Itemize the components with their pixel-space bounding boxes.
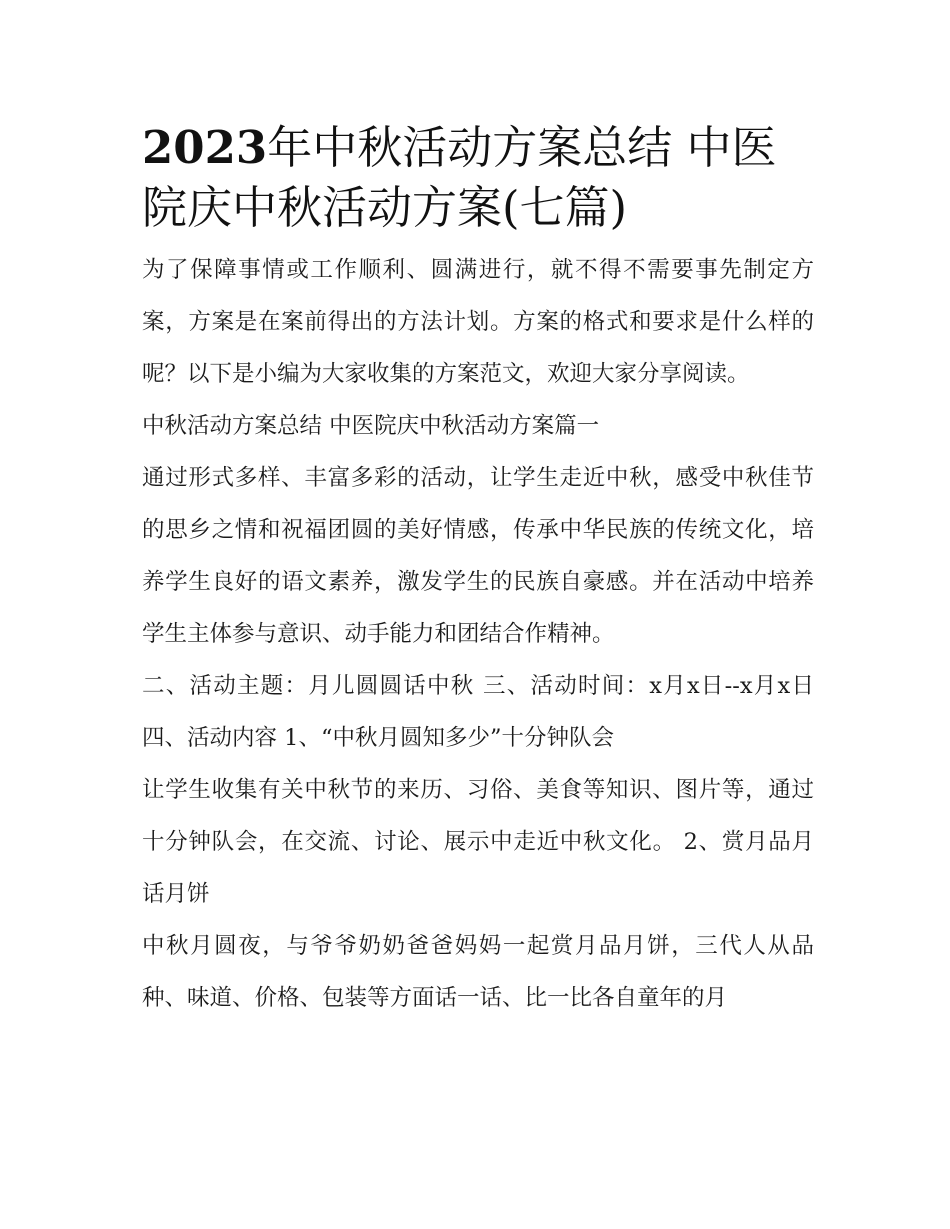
title-year: 2023	[142, 121, 268, 174]
document-title	[142, 118, 814, 238]
title-text: 年中秋活动方案总结 中医院庆中秋活动方案(七篇)	[142, 121, 777, 234]
document-body	[142, 118, 814, 1024]
paragraph-section-heading: 中秋活动方案总结 中医院庆中秋活动方案篇一	[142, 413, 600, 439]
paragraph-team-meeting: 让学生收集有关中秋节的来历、习俗、美食等知识、图片等，通过十分钟队会，在交流、讨论、展示中走近中秋文化。 2、赏月品月话月饼	[142, 777, 814, 907]
paragraph-theme-time-content: 二、活动主题：月儿圆圆话中秋 三、活动时间：x月x日--x月x日 四、活动内容 1、“中秋月圆知多少”十分钟队会	[142, 673, 814, 751]
paragraph-intro: 为了保障事情或工作顺利、圆满进行，就不得不需要事先制定方案，方案是在案前得出的方法计划。方案的格式和要求是什么样的呢？以下是小编为大家收集的方案范文，欢迎大家分享阅读。	[142, 257, 814, 387]
paragraph-purpose: 通过形式多样、丰富多彩的活动，让学生走近中秋，感受中秋佳节的思乡之情和祝福团圆的美好情感，传承中华民族的传统文化，培养学生良好的语文素养，激发学生的民族自豪感。并在活动中培养学生主体参与意识、动手能力和团结合作精神。	[142, 465, 814, 647]
paragraph-moon-night: 中秋月圆夜，与爷爷奶奶爸爸妈妈一起赏月品月饼，三代人从品种、味道、价格、包装等方面话一话、比一比各自童年的月	[142, 933, 814, 1011]
